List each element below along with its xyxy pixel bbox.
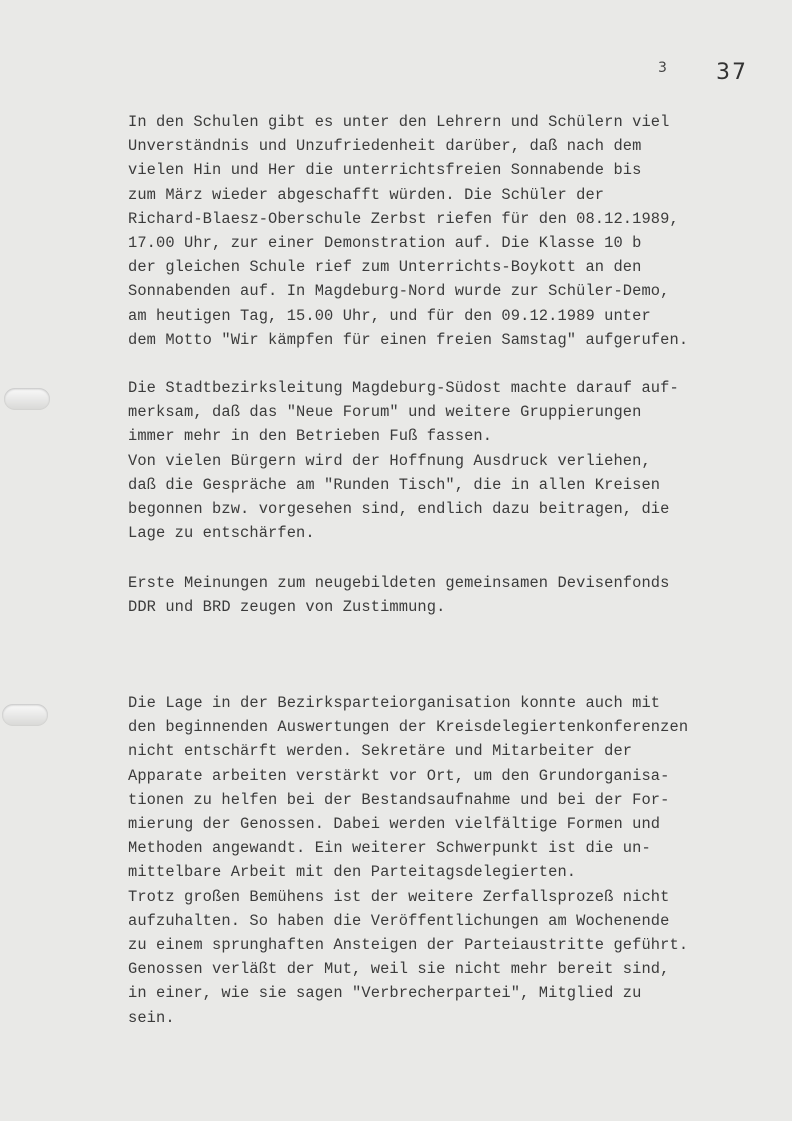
text-line: mierung der Genossen. Dabei werden vielfältige Formen und [128,815,661,834]
text-line: Unverständnis und Unzufriedenheit darüber, daß nach dem [128,137,642,156]
text-line: immer mehr in den Betrieben Fuß fassen. [128,427,493,446]
text-line: zu einem sprunghaften Ansteigen der Parteiaustritte geführt. [128,936,689,955]
text-line: Die Stadtbezirksleitung Magdeburg-Südost machte darauf auf- [128,379,679,397]
text-line: Trotz großen Bemühens ist der weitere Zerfallsprozeß nicht [128,887,670,906]
text-line: Erste Meinungen zum neugebildeten gemeinsamen Devisenfonds [128,574,670,592]
paragraph-currency-fund [128,571,748,619]
text-line: aufzuhalten. So haben die Veröffentlichungen am Wochenende [128,911,670,930]
paragraph-schools [128,110,748,352]
punch-hole [4,388,50,410]
paragraph-party-organisation [128,691,748,1030]
text-line: dem Motto "Wir kämpfen für einen freien Samstag" aufgerufen. [128,330,689,349]
text-line: in einer, wie sie sagen "Verbrecherpartei", Mitglied zu [128,984,642,1003]
text-line: nicht entschärft werden. Sekretäre und Mitarbeiter der [128,742,633,761]
text-line: Sonnabenden auf. In Magdeburg-Nord wurde zur Schüler-Demo, [128,282,670,301]
text-line: den beginnenden Auswertungen der Kreisdelegiertenkonferenzen [128,718,689,737]
text-line: begonnen bzw. vorgesehen sind, endlich dazu beitragen, die [128,500,670,519]
text-line: Richard-Blaesz-Oberschule Zerbst riefen für den 08.12.1989, [128,209,679,228]
text-line: In den Schulen gibt es unter den Lehrern und Schülern viel [128,113,670,131]
text-line: mittelbare Arbeit mit den Parteitagsdelegierten. [128,863,577,882]
text-line: Methoden angewandt. Ein weiterer Schwerpunkt ist die un- [128,839,651,858]
page-number: 37 [716,60,748,85]
text-line: Lage zu entschärfen. [128,524,315,543]
text-line: Genossen verläßt der Mut, weil sie nicht mehr bereit sind, [128,960,670,979]
paragraph-district-leadership [128,376,748,545]
margin-mark: 3 [658,60,667,76]
text-line: sein. [128,1008,175,1027]
text-line: merksam, daß das "Neue Forum" und weitere Gruppierungen [128,403,642,422]
text-line: Die Lage in der Bezirksparteiorganisation konnte auch mit [128,694,661,712]
text-line: daß die Gespräche am "Runden Tisch", die in allen Kreisen [128,475,661,494]
text-line: der gleichen Schule rief zum Unterrichts-Boykott an den [128,258,642,277]
text-line: vielen Hin und Her die unterrichtsfreien Sonnabende bis [128,161,642,180]
text-line: Von vielen Bürgern wird der Hoffnung Ausdruck verliehen, [128,451,651,470]
text-line: Apparate arbeiten verstärkt vor Ort, um den Grundorganisa- [128,766,670,785]
punch-hole [2,704,48,726]
text-line: DDR und BRD zeugen von Zustimmung. [128,598,446,617]
text-line: am heutigen Tag, 15.00 Uhr, und für den 09.12.1989 unter [128,306,651,325]
text-line: zum März wieder abgeschafft würden. Die Schüler der [128,185,605,204]
text-line: tionen zu helfen bei der Bestandsaufnahme und bei der For- [128,790,670,809]
text-line: 17.00 Uhr, zur einer Demonstration auf. Die Klasse 10 b [128,234,642,253]
